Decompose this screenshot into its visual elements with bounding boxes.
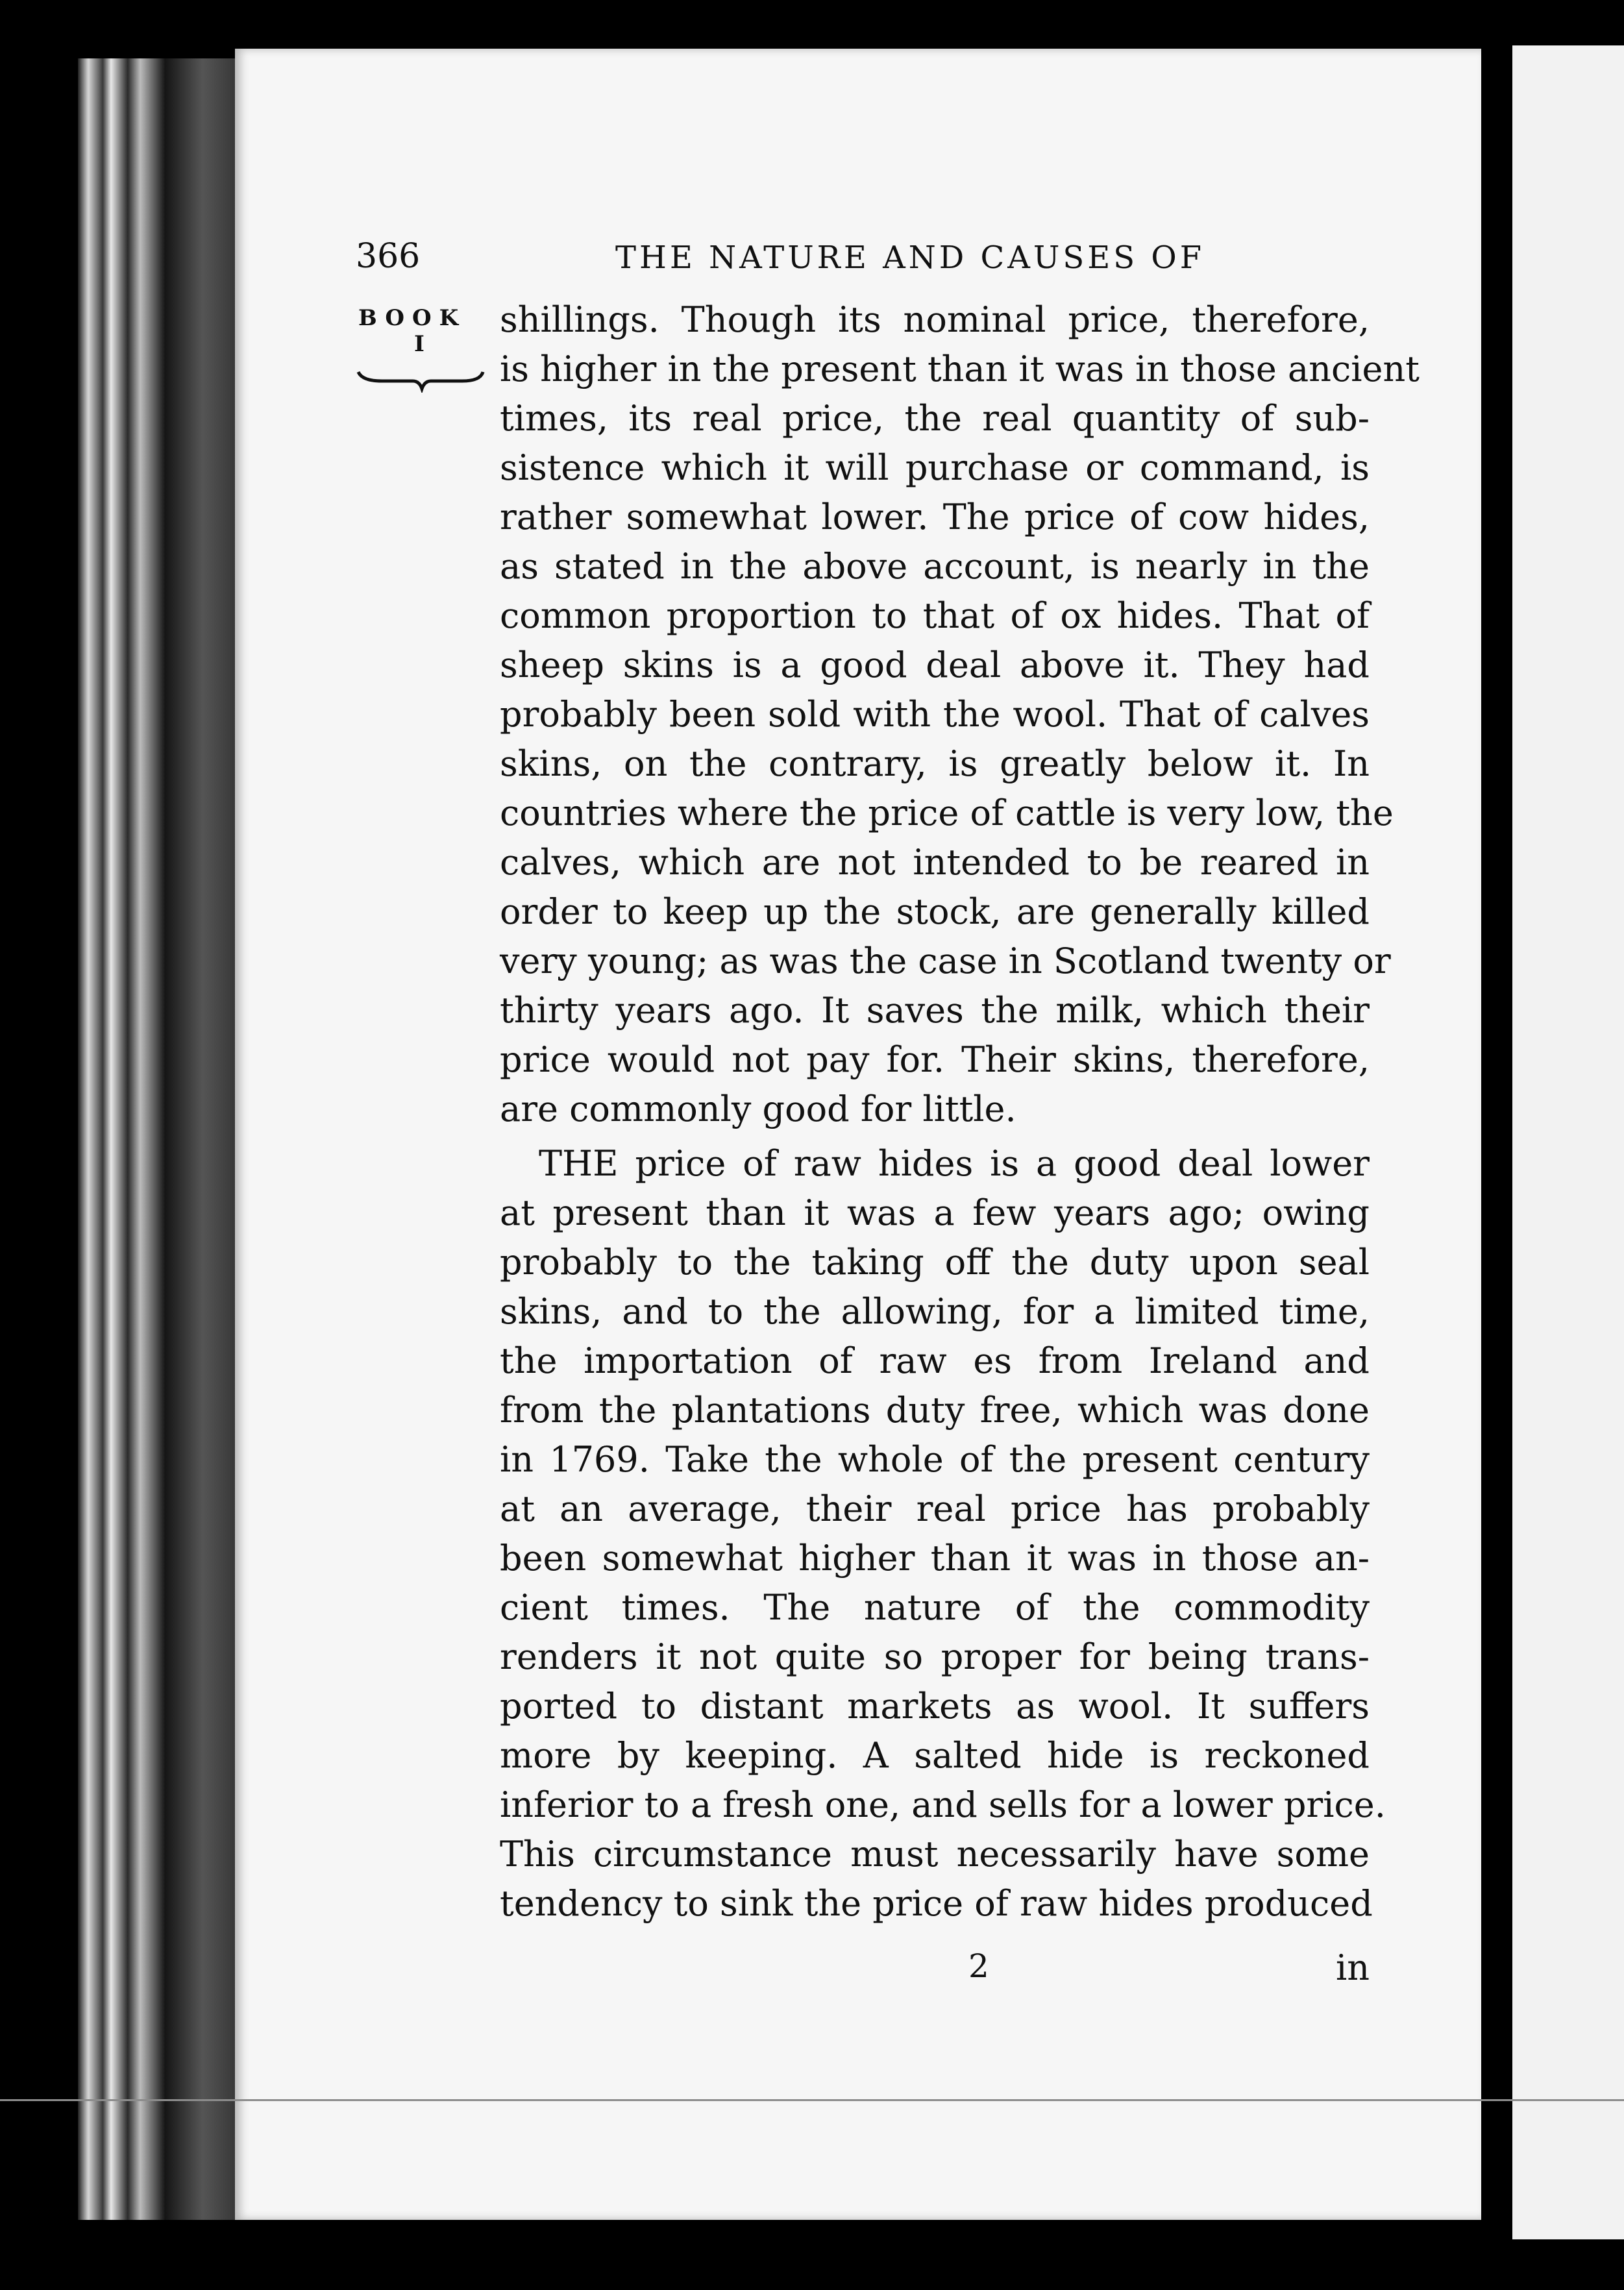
text-line: at an average, their real price has probably <box>500 1488 1370 1529</box>
text-line: been somewhat higher than it was in those an- <box>500 1538 1370 1579</box>
page-footer <box>500 1947 1370 1993</box>
text-line: sheep skins is a good deal above it. They had <box>500 645 1370 685</box>
text-line: in 1769. Take the whole of the present century <box>500 1439 1370 1480</box>
text-line: countries where the price of cattle is very low, the <box>500 793 1394 833</box>
text-line: times, its real price, the real quantity of sub- <box>500 398 1370 439</box>
page-number: 366 <box>356 237 421 276</box>
signature-mark: 2 <box>968 1947 989 1985</box>
text-line: thirty years ago. It saves the milk, which their <box>500 990 1370 1031</box>
text-line: order to keep up the stock, are generally killed <box>500 891 1370 932</box>
text-line: This circumstance must necessarily have some <box>500 1834 1370 1875</box>
text-line: from the plantations duty free, which was done <box>500 1390 1370 1431</box>
book-number: I <box>414 331 424 357</box>
text-line: sistence which it will purchase or command, is <box>500 447 1370 488</box>
text-line: as stated in the above account, is nearly in the <box>500 546 1370 587</box>
paragraph-opening-text: price of raw hides is a good deal lower <box>618 1143 1370 1184</box>
text-line: common proportion to that of ox hides. That of <box>500 595 1370 636</box>
paragraph-opening-line <box>500 1139 1370 1188</box>
catchword: in <box>1335 1947 1370 1988</box>
text-line: more by keeping. A salted hide is reckoned <box>500 1735 1370 1776</box>
facing-page-edge <box>1512 45 1624 2239</box>
text-line: skins, on the contrary, is greatly below it. In <box>500 743 1370 784</box>
brace-ornament <box>356 367 486 393</box>
text-line: at present than it was a few years ago; owing <box>500 1192 1370 1233</box>
text-line: is higher in the present than it was in those ancient <box>500 349 1420 389</box>
text-line: very young; as was the case in Scotland twenty or <box>500 941 1391 981</box>
text-line: probably to the taking off the duty upon seal <box>500 1242 1370 1283</box>
text-line: renders it not quite so proper for being trans- <box>500 1636 1370 1677</box>
body-text <box>500 295 1420 1928</box>
text-line: the importation of raw es from Ireland and <box>500 1340 1370 1381</box>
page-header <box>356 237 1232 289</box>
margin-book-note <box>356 305 486 396</box>
text-line: calves, which are not intended to be reared in <box>500 842 1370 883</box>
text-line: rather somewhat lower. The price of cow hides, <box>500 497 1370 537</box>
text-line: inferior to a fresh one, and sells for a lower price. <box>500 1784 1386 1825</box>
text-line: tendency to sink the price of raw hides produced <box>500 1883 1373 1924</box>
text-line: shillings. Though its nominal price, therefore, <box>500 299 1370 340</box>
text-line: are commonly good for little. <box>500 1089 1016 1129</box>
text-line: cient times. The nature of the commodity <box>500 1587 1370 1628</box>
text-line: ported to distant markets as wool. It suffers <box>500 1686 1370 1727</box>
text-line: probably been sold with the wool. That of calves <box>500 694 1370 735</box>
running-title: THE NATURE AND CAUSES OF <box>615 240 1205 276</box>
book-label: BOOK <box>358 305 467 331</box>
paragraph-initial-word: THE <box>539 1143 619 1184</box>
text-line: skins, and to the allowing, for a limited time, <box>500 1291 1370 1332</box>
scan-line <box>0 2099 1624 2101</box>
text-line: price would not pay for. Their skins, therefore, <box>500 1039 1370 1080</box>
